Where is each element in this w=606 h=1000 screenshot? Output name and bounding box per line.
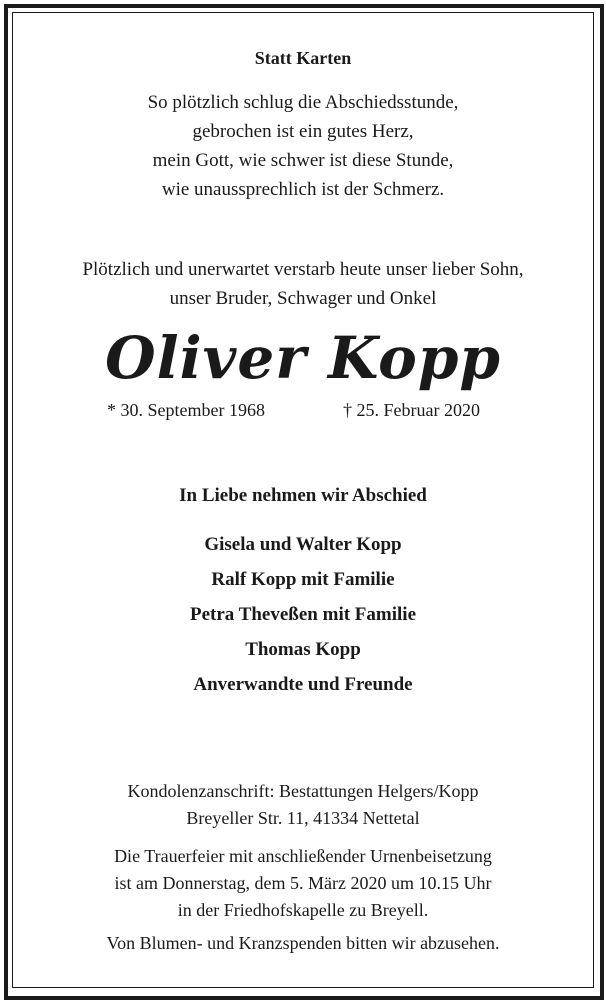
- mourner-name: Petra Theveßen mit Familie: [189, 604, 416, 625]
- ceremony-info: [0, 843, 606, 924]
- ceremony-line: ist am Donnerstag, dem 5. März 2020 um 10.15 Uhr: [114, 873, 492, 893]
- mourner-name: Thomas Kopp: [245, 639, 361, 660]
- poem-line: So plötzlich schlug die Abschiedsstunde,: [147, 92, 459, 113]
- condolence-address: [0, 778, 606, 832]
- deceased-name: Oliver Kopp: [105, 324, 501, 392]
- poem-line: wie unaussprechlich ist der Schmerz.: [161, 179, 445, 200]
- death-date: † 25. Februar 2020: [343, 400, 480, 420]
- ceremony-line: Die Trauerfeier mit anschließender Urnenbeisetzung: [114, 846, 492, 866]
- ceremony-line: in der Friedhofskapelle zu Breyell.: [177, 900, 429, 920]
- condolence-line: Breyeller Str. 11, 41334 Nettetal: [186, 808, 420, 828]
- poem-line: gebrochen ist ein gutes Herz,: [192, 121, 414, 142]
- mourner-name: Ralf Kopp mit Familie: [211, 569, 395, 590]
- intro-line: unser Bruder, Schwager und Onkel: [169, 288, 437, 309]
- intro-text: [0, 255, 606, 313]
- notice-heading: Statt Karten: [254, 48, 352, 68]
- condolence-line: Kondolenzanschrift: Bestattungen Helgers/Kopp: [127, 781, 479, 801]
- poem-line: mein Gott, wie schwer ist diese Stunde,: [152, 150, 454, 171]
- mourner-name: Anverwandte und Freunde: [193, 674, 413, 695]
- farewell-text: In Liebe nehmen wir Abschied: [179, 485, 427, 506]
- flowers-note: Von Blumen- und Kranzspenden bitten wir abzusehen.: [106, 933, 500, 953]
- birth-date: * 30. September 1968: [107, 400, 265, 420]
- mourners-list: [0, 527, 606, 702]
- mourner-name: Gisela und Walter Kopp: [204, 534, 402, 555]
- poem: [0, 88, 606, 204]
- intro-line: Plötzlich und unerwartet verstarb heute unser lieber Sohn,: [82, 259, 524, 280]
